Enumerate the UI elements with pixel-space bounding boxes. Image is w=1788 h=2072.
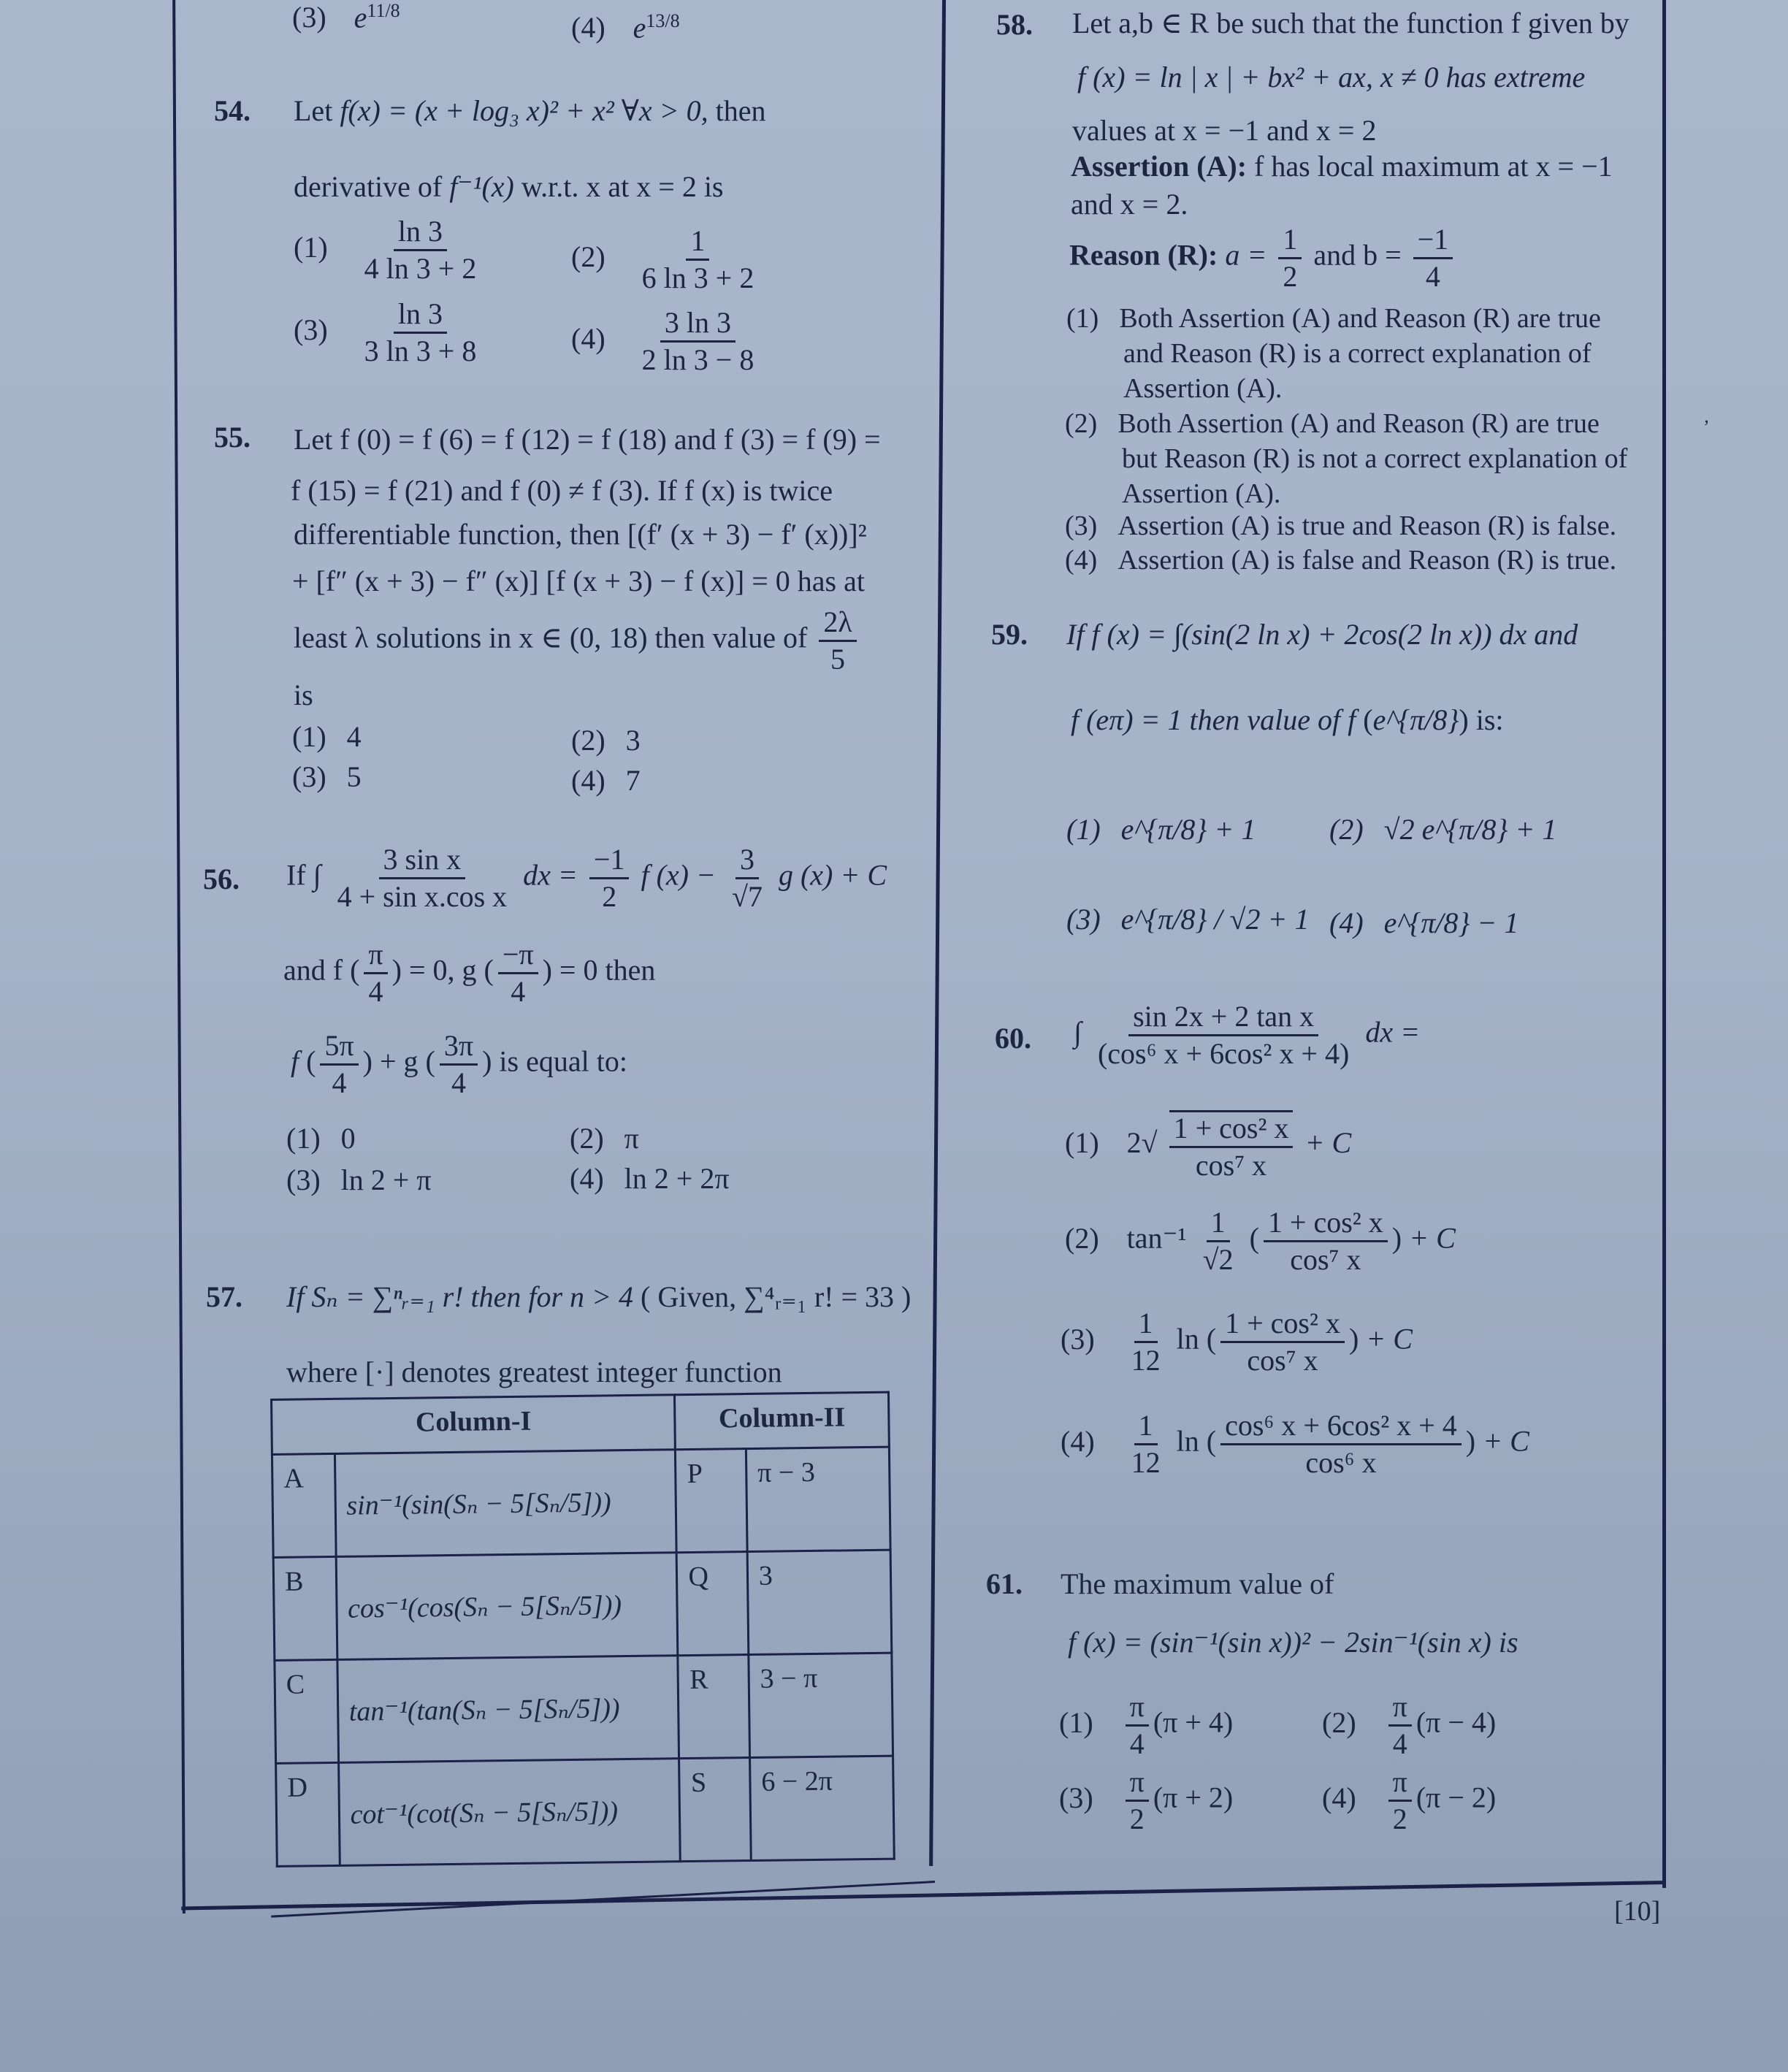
table-row (273, 1550, 892, 1660)
integral-icon: ∫ (1074, 1015, 1082, 1049)
denominator: cos⁷ x (1247, 1344, 1318, 1377)
q59-option-3[interactable] (1066, 902, 1309, 936)
q56-line3: f ( $\frac{5\pi}{4}$ ) + g ( $\frac{3\pi}{4}$ ) is equal to: (291, 1029, 627, 1099)
q55-line3: differentiable function, then [(f′ (x + 3) − f′ (x))]² (294, 518, 867, 551)
numerator: cos⁶ x + 6cos² x + 4 (1220, 1410, 1462, 1445)
q54-line1 (294, 93, 765, 128)
row-expression: tan⁻¹(tan(Sₙ − 5[Sₙ/5])) (337, 1656, 679, 1763)
numerator: π (1388, 1691, 1412, 1727)
denominator: 4 + sin x.cos x (337, 880, 508, 913)
q61-option-2[interactable] (1322, 1691, 1496, 1760)
denominator: 12 (1131, 1344, 1161, 1377)
option-label: (1) (294, 230, 328, 264)
numerator: ln 3 (394, 215, 447, 251)
option-line: and Reason (R) is a correct explanation of (1123, 338, 1592, 369)
option-label: (1) (1059, 1705, 1093, 1739)
q59-option-4[interactable] (1329, 906, 1518, 940)
q59-arg: e^{π/8} (1372, 703, 1459, 736)
row-code: R (678, 1655, 749, 1759)
option-text: 5 (346, 760, 362, 793)
numerator: 1 (1134, 1307, 1158, 1343)
fraction (1126, 1766, 1149, 1835)
numerator: 1 + cos² x (1264, 1207, 1388, 1242)
denominator: 2 (1392, 1803, 1407, 1835)
denominator: √7 (731, 880, 763, 913)
table-row (272, 1447, 890, 1557)
q61-option-4[interactable] (1322, 1766, 1496, 1835)
option-line: but Reason (R) is not a correct explanation of (1122, 443, 1628, 474)
q56-cond-mid: = 0, g (408, 953, 477, 987)
numerator: ln 3 (394, 298, 447, 334)
reason-a: a = (1225, 238, 1267, 272)
question-number-56: 56. (203, 863, 240, 895)
q55-option-4[interactable] (571, 763, 641, 798)
q56-and: and f (283, 953, 343, 987)
fraction (1278, 223, 1302, 293)
option-label: (4) (1322, 1781, 1356, 1814)
q55-line5-text: least λ solutions in x ∈ (0, 18) then value of (294, 621, 808, 654)
fraction (1388, 1691, 1412, 1760)
option-line: Assertion (A). (1122, 478, 1281, 509)
q60-suffix: dx = (1365, 1015, 1421, 1049)
table-row (276, 1756, 895, 1866)
denominator: 4 (1425, 260, 1440, 293)
option-label: (4) (570, 1162, 604, 1195)
option-text: (π + 4) (1153, 1705, 1234, 1739)
option-label: (3) (294, 313, 328, 346)
option-label: (3) (1066, 903, 1101, 936)
q60-option-3[interactable]: (3) $\frac{1}{12}$ ln ( $\frac{\text{1 + cos² x}}{\text{cos⁷ x}}$ ) + C (1061, 1307, 1413, 1377)
option-text: (π + 2) (1153, 1781, 1234, 1814)
q56-ask-end: is equal to: (499, 1044, 627, 1078)
option-text: 7 (625, 764, 641, 797)
option-line: Assertion (A). (1123, 373, 1283, 404)
q58-assertion-cont: and x = 2. (1071, 188, 1188, 221)
denominator: √2 (1202, 1243, 1234, 1276)
q58-option-2[interactable] (1065, 406, 1627, 511)
q54-function: f(x) = (x + log₃ x)² + x² ∀x > 0, (340, 94, 708, 127)
row-value: 6 − 2π (749, 1756, 894, 1860)
q55-option-1[interactable] (292, 719, 362, 754)
option-line: Both Assertion (A) and Reason (R) are true (1118, 408, 1600, 439)
numerator: 3 ln 3 (660, 307, 736, 343)
match-table (270, 1391, 895, 1868)
option-label: (3) (1065, 511, 1098, 541)
fraction (1199, 1207, 1238, 1276)
q56-plus-g: + g (379, 1044, 419, 1078)
q54-line2-suffix: w.r.t. x at x = 2 is (521, 170, 724, 203)
header-column-1: Column-I (272, 1395, 676, 1455)
option-text: 0 (340, 1122, 356, 1155)
q60-option-2[interactable]: (2) tan⁻¹ $\frac{1}{√2}$ ( $\frac{\text{1 + cos² x}}{\text{cos⁷ x}}$ ) + C (1065, 1206, 1456, 1276)
fraction (364, 938, 387, 1008)
denominator: 12 (1131, 1446, 1161, 1479)
denominator: 4 (368, 975, 383, 1008)
option-text: √2 e^{π/8} + 1 (1383, 813, 1557, 846)
row-code: P (676, 1449, 747, 1553)
denominator: 3 ln 3 + 8 (364, 334, 477, 367)
q59-line1: If f (x) = ∫(sin(2 ln x) + 2cos(2 ln x)) dx and (1066, 618, 1578, 651)
q55-line4: + [f″ (x + 3) − f″ (x)] [f (x + 3) − f (x)] = 0 has at (292, 565, 865, 597)
option-label: (4) (1061, 1424, 1095, 1458)
q56-dx: dx = (523, 858, 578, 892)
option-prefix: 2√ (1126, 1126, 1158, 1160)
option-suffix: + C (1366, 1322, 1413, 1356)
option-line: Assertion (A) is false and Reason (R) is true. (1118, 545, 1617, 576)
row-letter: C (275, 1659, 338, 1763)
row-letter: B (273, 1556, 337, 1660)
q58-option-3[interactable] (1065, 510, 1616, 542)
q55-line6: is (294, 678, 313, 711)
q58-assertion (1071, 149, 1613, 183)
q57-line1 (286, 1280, 911, 1314)
q54-suffix: then (715, 94, 766, 127)
q58-line1: Let a,b ∈ R be such that the function f given by (1072, 7, 1630, 39)
q56-option-2[interactable] (570, 1121, 639, 1155)
q56-f: f (291, 1044, 299, 1078)
fraction (1093, 1001, 1353, 1070)
option-label: (3) (292, 760, 326, 793)
option-label: (1) (1066, 303, 1099, 334)
fraction (638, 307, 759, 376)
q60-option-4[interactable]: (4) $\frac{1}{12}$ ln ( $\frac{\text{cos⁶ x + 6cos² x + 4}}{\text{cos⁶ x}}$ ) + C (1061, 1409, 1529, 1479)
option-label: (2) (1329, 813, 1364, 846)
q59-option-1[interactable] (1066, 812, 1256, 846)
option-label: (1) (286, 1122, 321, 1155)
denominator: 4 (451, 1066, 466, 1099)
q55-line1: Let f (0) = f (6) = f (12) = f (18) and f (3) = f (9) = (294, 423, 881, 456)
q54-inverse: f⁻¹(x) (449, 170, 514, 203)
q55-line5 (294, 606, 861, 676)
option-text: π (624, 1122, 639, 1155)
option-text: ln 2 + π (340, 1163, 432, 1196)
option-label: (3) (1059, 1781, 1093, 1814)
page-border-right (1662, 0, 1666, 1888)
numerator: 1 + cos² x (1169, 1112, 1294, 1148)
numerator: π (364, 938, 387, 974)
q58-line3: values at x = −1 and x = 2 (1072, 114, 1377, 147)
q56-option-3[interactable] (286, 1163, 432, 1197)
option-label: (2) (1322, 1705, 1356, 1739)
q55-line2: f (15) = f (21) and f (0) ≠ f (3). If f (x) is twice (291, 474, 833, 507)
denominator: 6 ln 3 + 2 (641, 261, 754, 294)
denominator: cos⁷ x (1290, 1243, 1361, 1276)
assertion-label: Assertion (A): (1071, 150, 1248, 183)
table-header-row (272, 1392, 890, 1454)
q54-option-2[interactable] (571, 225, 763, 294)
numerator: 2λ (819, 606, 856, 642)
option-text: (π − 2) (1416, 1781, 1497, 1814)
numerator: −1 (1413, 223, 1453, 259)
option-text: 3 (625, 724, 641, 757)
option-label: (2) (1065, 408, 1098, 439)
option-label: (3) (286, 1163, 321, 1196)
option-exponent: 11/8 (367, 0, 400, 21)
q55-option-2[interactable] (571, 723, 641, 757)
question-number-58: 58. (996, 8, 1033, 41)
fraction (638, 225, 759, 294)
denominator: (cos⁶ x + 6cos² x + 4) (1097, 1037, 1350, 1070)
fraction (1220, 1307, 1345, 1377)
q57-line2: where [·] denotes greatest integer function (286, 1356, 782, 1388)
q56-line1 (286, 844, 887, 913)
q57-sum-def: If Sₙ = ∑ⁿᵣ₌₁ r! then for n > 4 (286, 1280, 634, 1313)
page-border-left (172, 0, 186, 1914)
q54-line2 (294, 169, 724, 204)
q56-fx: f (x) − (641, 858, 716, 892)
option-label: (2) (1065, 1221, 1099, 1255)
option-label: (3) (1061, 1322, 1095, 1356)
denominator: 2 ln 3 − 8 (641, 343, 754, 376)
numerator: −π (498, 938, 538, 974)
q60-line1 (1074, 1001, 1420, 1070)
assertion-text: f has local maximum at x = −1 (1254, 150, 1613, 183)
q61-option-1[interactable] (1059, 1691, 1233, 1760)
fraction (727, 844, 767, 913)
row-letter: D (276, 1762, 340, 1866)
q56-line2: and f ( $\frac{\pi}{4}$ ) = 0, g ( $\frac{-\pi}{4}$ ) = 0 then (283, 938, 656, 1008)
fraction (360, 215, 481, 285)
row-expression: cos⁻¹(cos(Sₙ − 5[Sₙ/5])) (336, 1553, 679, 1660)
option-text: (π − 4) (1416, 1705, 1497, 1739)
page-border-bottom (181, 1881, 1665, 1910)
option-function: ln (1176, 1424, 1199, 1458)
q56-gx: g (x) + C (778, 858, 887, 892)
option-text: 4 (346, 720, 362, 753)
fraction (819, 606, 856, 676)
q61-option-3[interactable] (1059, 1766, 1233, 1835)
option-label: (4) (1065, 545, 1098, 576)
prev-option-4 (571, 10, 680, 45)
q59-line2: f (eπ) = 1 then value of f (e^{π/8}) is: (1071, 703, 1504, 736)
option-suffix: + C (1483, 1424, 1529, 1458)
option-label: (1) (1066, 813, 1101, 846)
option-prefix: tan⁻¹ (1126, 1221, 1187, 1255)
option-suffix: + C (1409, 1221, 1456, 1255)
column-divider (929, 0, 946, 1866)
option-text: e^{π/8} + 1 (1120, 813, 1256, 846)
fraction (320, 1030, 358, 1099)
fraction (1127, 1410, 1165, 1479)
denominator: 4 (332, 1066, 347, 1099)
denominator: 4 (1129, 1727, 1145, 1760)
q60-option-1[interactable] (1065, 1110, 1351, 1182)
numerator: 3π (440, 1030, 478, 1066)
row-value: 3 − π (749, 1653, 893, 1757)
option-label: (1) (1065, 1126, 1099, 1160)
fraction (1127, 1307, 1165, 1377)
option-line: Both Assertion (A) and Reason (R) are true (1119, 303, 1601, 334)
q54-option-1[interactable] (294, 215, 485, 285)
numerator: −1 (589, 844, 630, 879)
q59-option-2[interactable] (1329, 812, 1556, 846)
option-label: (4) (1329, 906, 1364, 939)
page-number: [10] (1614, 1896, 1661, 1927)
question-number-54: 54. (214, 94, 251, 127)
question-number-57: 57. (206, 1280, 242, 1313)
denominator: 2 (1283, 260, 1298, 293)
option-label: (2) (570, 1122, 604, 1155)
row-expression: sin⁻¹(sin(Sₙ − 5[Sₙ/5])) (335, 1450, 677, 1557)
q59-line2-pre: f (eπ) = 1 then value of f (1071, 703, 1356, 736)
question-number-59: 59. (991, 618, 1028, 651)
reason-label: Reason (R): (1069, 238, 1218, 272)
option-label: (2) (571, 240, 605, 273)
reason-b: and b = (1313, 238, 1402, 272)
fraction (1264, 1207, 1388, 1276)
fraction (1126, 1691, 1149, 1760)
fraction (1220, 1410, 1462, 1479)
numerator: 1 (686, 225, 709, 261)
q58-reason (1069, 223, 1457, 293)
option-label: (3) (292, 1, 326, 34)
fraction (1388, 1766, 1412, 1835)
numerator: π (1388, 1766, 1412, 1802)
option-base: e (354, 1, 367, 34)
q56-cond-end: = 0 then (559, 953, 656, 987)
option-label: (2) (571, 724, 605, 757)
q57-given: ( Given, ∑⁴ᵣ₌₁ r! = 33 ) (641, 1280, 912, 1313)
question-number-60: 60. (995, 1022, 1031, 1055)
fraction (498, 938, 538, 1008)
option-exponent: 13/8 (646, 10, 680, 31)
q54-option-3[interactable] (294, 298, 485, 367)
denominator: cos⁶ x (1305, 1446, 1377, 1479)
q56-prefix: If ∫ (286, 858, 321, 892)
option-suffix: + C (1304, 1126, 1352, 1160)
numerator: 1 (1207, 1207, 1230, 1242)
denominator: 2 (602, 880, 617, 913)
q54-option-4[interactable] (571, 307, 763, 376)
denominator: 4 ln 3 + 2 (364, 252, 477, 285)
q61-line1: The maximum value of (1061, 1567, 1334, 1600)
q54-line2-prefix: derivative of (294, 170, 443, 203)
denominator: 5 (830, 643, 846, 676)
q58-line2: f (x) = ln | x | + bx² + ax, x ≠ 0 has extreme (1077, 61, 1586, 93)
option-text: ln 2 + 2π (624, 1162, 730, 1195)
q58-option-1[interactable] (1066, 301, 1601, 406)
q56-option-1[interactable] (286, 1121, 356, 1155)
numerator: 3 (736, 844, 759, 879)
denominator: 4 (1392, 1727, 1407, 1760)
question-number-61: 61. (986, 1567, 1023, 1600)
q54-prefix: Let (294, 94, 333, 127)
q56-option-4[interactable] (570, 1161, 730, 1196)
fraction (589, 844, 630, 913)
table-row (275, 1653, 893, 1763)
option-line: Assertion (A) is true and Reason (R) is false. (1118, 511, 1617, 541)
row-value: π − 3 (746, 1447, 890, 1551)
row-code: Q (677, 1552, 749, 1656)
option-label: (4) (571, 11, 605, 45)
question-number-55: 55. (214, 421, 251, 454)
numerator: 5π (320, 1030, 358, 1066)
numerator: π (1126, 1691, 1149, 1727)
option-function: ln (1176, 1322, 1199, 1356)
prev-option-3 (292, 0, 400, 34)
numerator: sin 2x + 2 tan x (1128, 1001, 1318, 1036)
numerator: 1 + cos² x (1220, 1307, 1345, 1343)
fraction (440, 1030, 478, 1099)
fraction (1413, 223, 1453, 293)
denominator: 4 (511, 975, 526, 1008)
fraction (1169, 1110, 1294, 1182)
numerator: 3 sin x (379, 844, 466, 879)
q59-line2-end: is: (1475, 703, 1504, 736)
option-text: e^{π/8} − 1 (1383, 906, 1519, 939)
row-value: 3 (747, 1550, 892, 1654)
option-text: e^{π/8} / √2 + 1 (1120, 903, 1310, 936)
q58-option-4[interactable] (1065, 544, 1616, 576)
option-base: e (633, 11, 646, 45)
denominator: cos⁷ x (1195, 1149, 1267, 1182)
row-code: S (679, 1758, 751, 1862)
table-bottom-line (271, 1881, 935, 1918)
q61-line2: f (x) = (sin⁻¹(sin x))² − 2sin⁻¹(sin x) is (1068, 1626, 1518, 1659)
numerator: 1 (1134, 1410, 1158, 1445)
denominator: 2 (1129, 1803, 1145, 1835)
fraction (360, 298, 481, 367)
q55-option-3[interactable] (292, 760, 362, 794)
option-label: (1) (292, 720, 326, 753)
numerator: π (1126, 1766, 1149, 1802)
option-label: (4) (571, 321, 605, 355)
header-column-2: Column-II (675, 1392, 889, 1450)
row-expression: cot⁻¹(cot(Sₙ − 5[Sₙ/5])) (338, 1759, 681, 1866)
stray-mark: ʼ (1703, 416, 1710, 437)
row-letter: A (272, 1453, 335, 1557)
option-label: (4) (571, 764, 605, 797)
numerator: 1 (1278, 223, 1302, 259)
fraction (333, 844, 512, 913)
